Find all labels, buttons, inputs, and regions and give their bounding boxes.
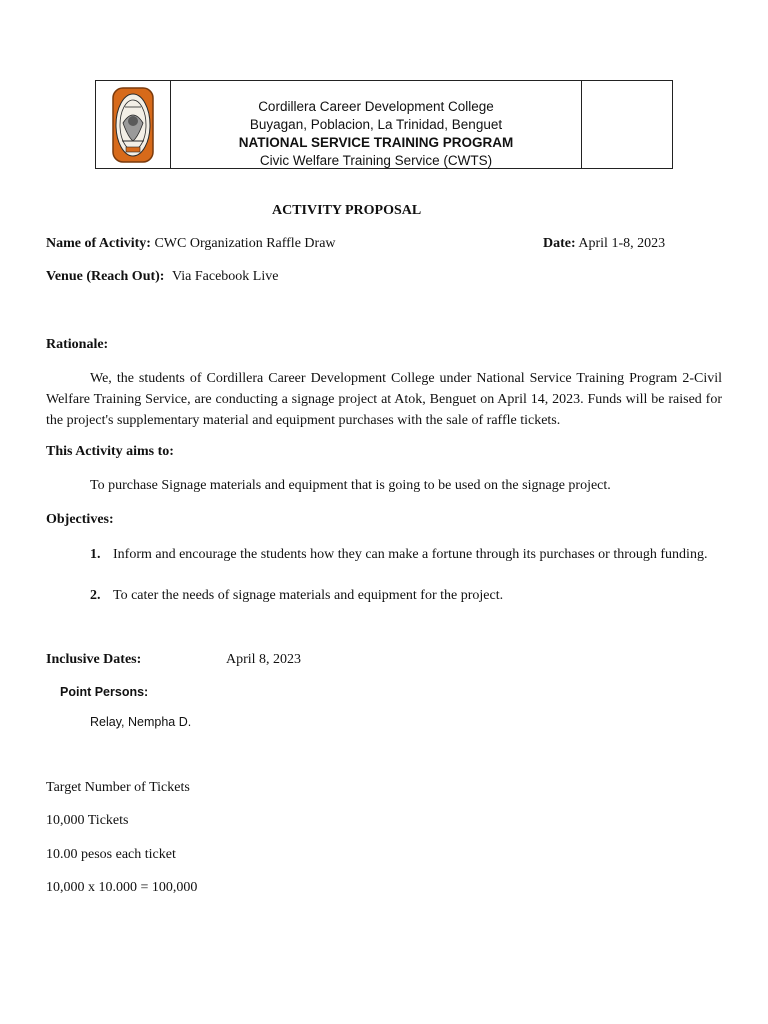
college-seal-icon [110, 85, 156, 165]
venue-row [46, 269, 278, 285]
venue-label: Venue (Reach Out): [46, 269, 165, 284]
date-label: Date: [543, 236, 576, 251]
rationale-text: We, the students of Cordillera Career Development College under National Service Training Program 2-Civil Welfare Training Service, are conducting a signage project at Atok, Benguet on April 14, 2023. Funds will be raised for the project's supplementary material and equipment purchases with the sale of raffle tickets. [46, 371, 722, 428]
empty-cell [581, 81, 672, 168]
point-person-name: Relay, Nempha D. [90, 715, 192, 729]
objective-number: 1. [90, 547, 101, 562]
college-address: Buyagan, Poblacion, La Trinidad, Benguet [249, 117, 503, 132]
objective-text: Inform and encourage the students how they can make a fortune through its purchases or through funding. [113, 547, 708, 562]
ticket-computation: 10,000 x 10.000 = 100,000 [46, 880, 198, 895]
document-title: ACTIVITY PROPOSAL [272, 203, 422, 218]
objective-item [90, 544, 722, 565]
venue-value: Via Facebook Live [171, 269, 279, 284]
objectives-heading: Objectives: [46, 512, 114, 527]
date-value: April 1-8, 2023 [578, 236, 666, 251]
target-label: Target Number of Tickets [46, 780, 190, 795]
header-text-cell [171, 81, 581, 168]
aims-heading: This Activity aims to: [46, 444, 174, 459]
aims-text: To purchase Signage materials and equipment that is going to be used on the signage project. [90, 478, 611, 493]
program-title: NATIONAL SERVICE TRAINING PROGRAM [238, 135, 514, 150]
date-row [543, 236, 665, 252]
point-persons-label: Point Persons: [60, 685, 149, 699]
logo-cell [96, 81, 171, 168]
activity-label: Name of Activity: [46, 236, 151, 251]
objective-item [90, 585, 722, 606]
inclusive-label: Inclusive Dates: [46, 652, 142, 667]
activity-row [46, 236, 336, 252]
service-title: Civic Welfare Training Service (CWTS) [259, 153, 493, 168]
inclusive-value: April 8, 2023 [226, 652, 302, 667]
rationale-heading: Rationale: [46, 337, 109, 352]
tickets-count: 10,000 Tickets [46, 813, 129, 828]
activity-value: CWC Organization Raffle Draw [154, 236, 336, 251]
ticket-price: 10.00 pesos each ticket [46, 847, 176, 862]
college-name: Cordillera Career Development College [258, 99, 494, 114]
objective-number: 2. [90, 588, 101, 603]
header-table [95, 80, 673, 169]
objective-text: To cater the needs of signage materials and equipment for the project. [113, 588, 504, 603]
